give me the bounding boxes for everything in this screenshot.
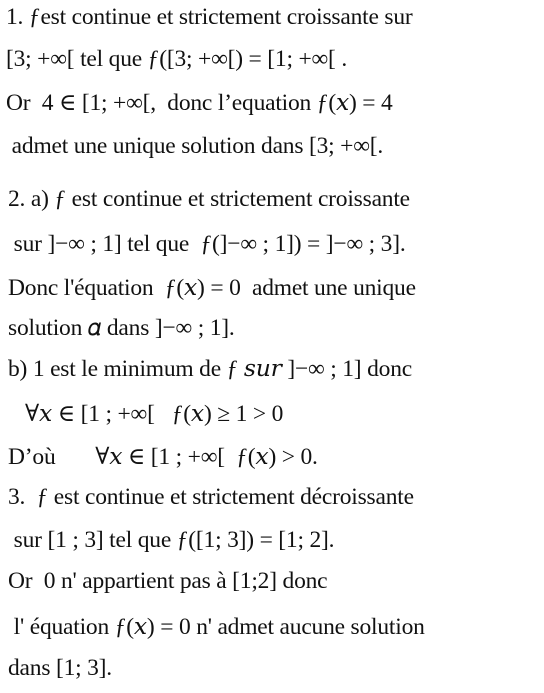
- s2-line-6: ∀𝑥 ∈ [1 ; +∞[ ƒ(𝑥) ≥ 1 > 0: [8, 401, 284, 427]
- s3-line-3: Or 0 n' appartient pas à [1;2] donc: [8, 568, 328, 594]
- s1-line-3: Or 4 ∈ [1; +∞[, donc l’equation ƒ(𝑥) = 4: [6, 90, 393, 116]
- s1-line-4: admet une unique solution dans [3; +∞[.: [6, 133, 384, 159]
- s3-line-1: 3. ƒ est continue et strictement décroissante: [8, 484, 414, 510]
- s2-line-2: sur ]−∞ ; 1] tel que ƒ(]−∞ ; 1]) = ]−∞ ; 3].: [8, 231, 406, 257]
- s2-line-5: b) 1 est le minimum de ƒ 𝑠𝑢𝑟 ]−∞ ; 1] donc: [8, 356, 412, 382]
- s2-line-3: Donc l'équation ƒ(𝑥) = 0 admet une unique: [8, 275, 416, 301]
- s1-line-2: [3; +∞[ tel que ƒ([3; +∞[) = [1; +∞[ .: [6, 46, 348, 72]
- s3-line-2: sur [1 ; 3] tel que ƒ([1; 3]) = [1; 2].: [8, 527, 335, 553]
- s3-line-5: dans [1; 3].: [8, 655, 112, 681]
- s3-line-4: l' équation ƒ(𝑥) = 0 n' admet aucune solution: [8, 614, 425, 640]
- s1-line-1: 1. ƒest continue et strictement croissante sur: [6, 4, 413, 30]
- s2-line-4: solution 𝛼 dans ]−∞ ; 1].: [8, 315, 235, 341]
- s2-line-7: D’où ∀𝑥 ∈ [1 ; +∞[ ƒ(𝑥) > 0.: [8, 444, 318, 470]
- s2-line-1: 2. a) ƒ est continue et strictement croissante: [8, 186, 410, 212]
